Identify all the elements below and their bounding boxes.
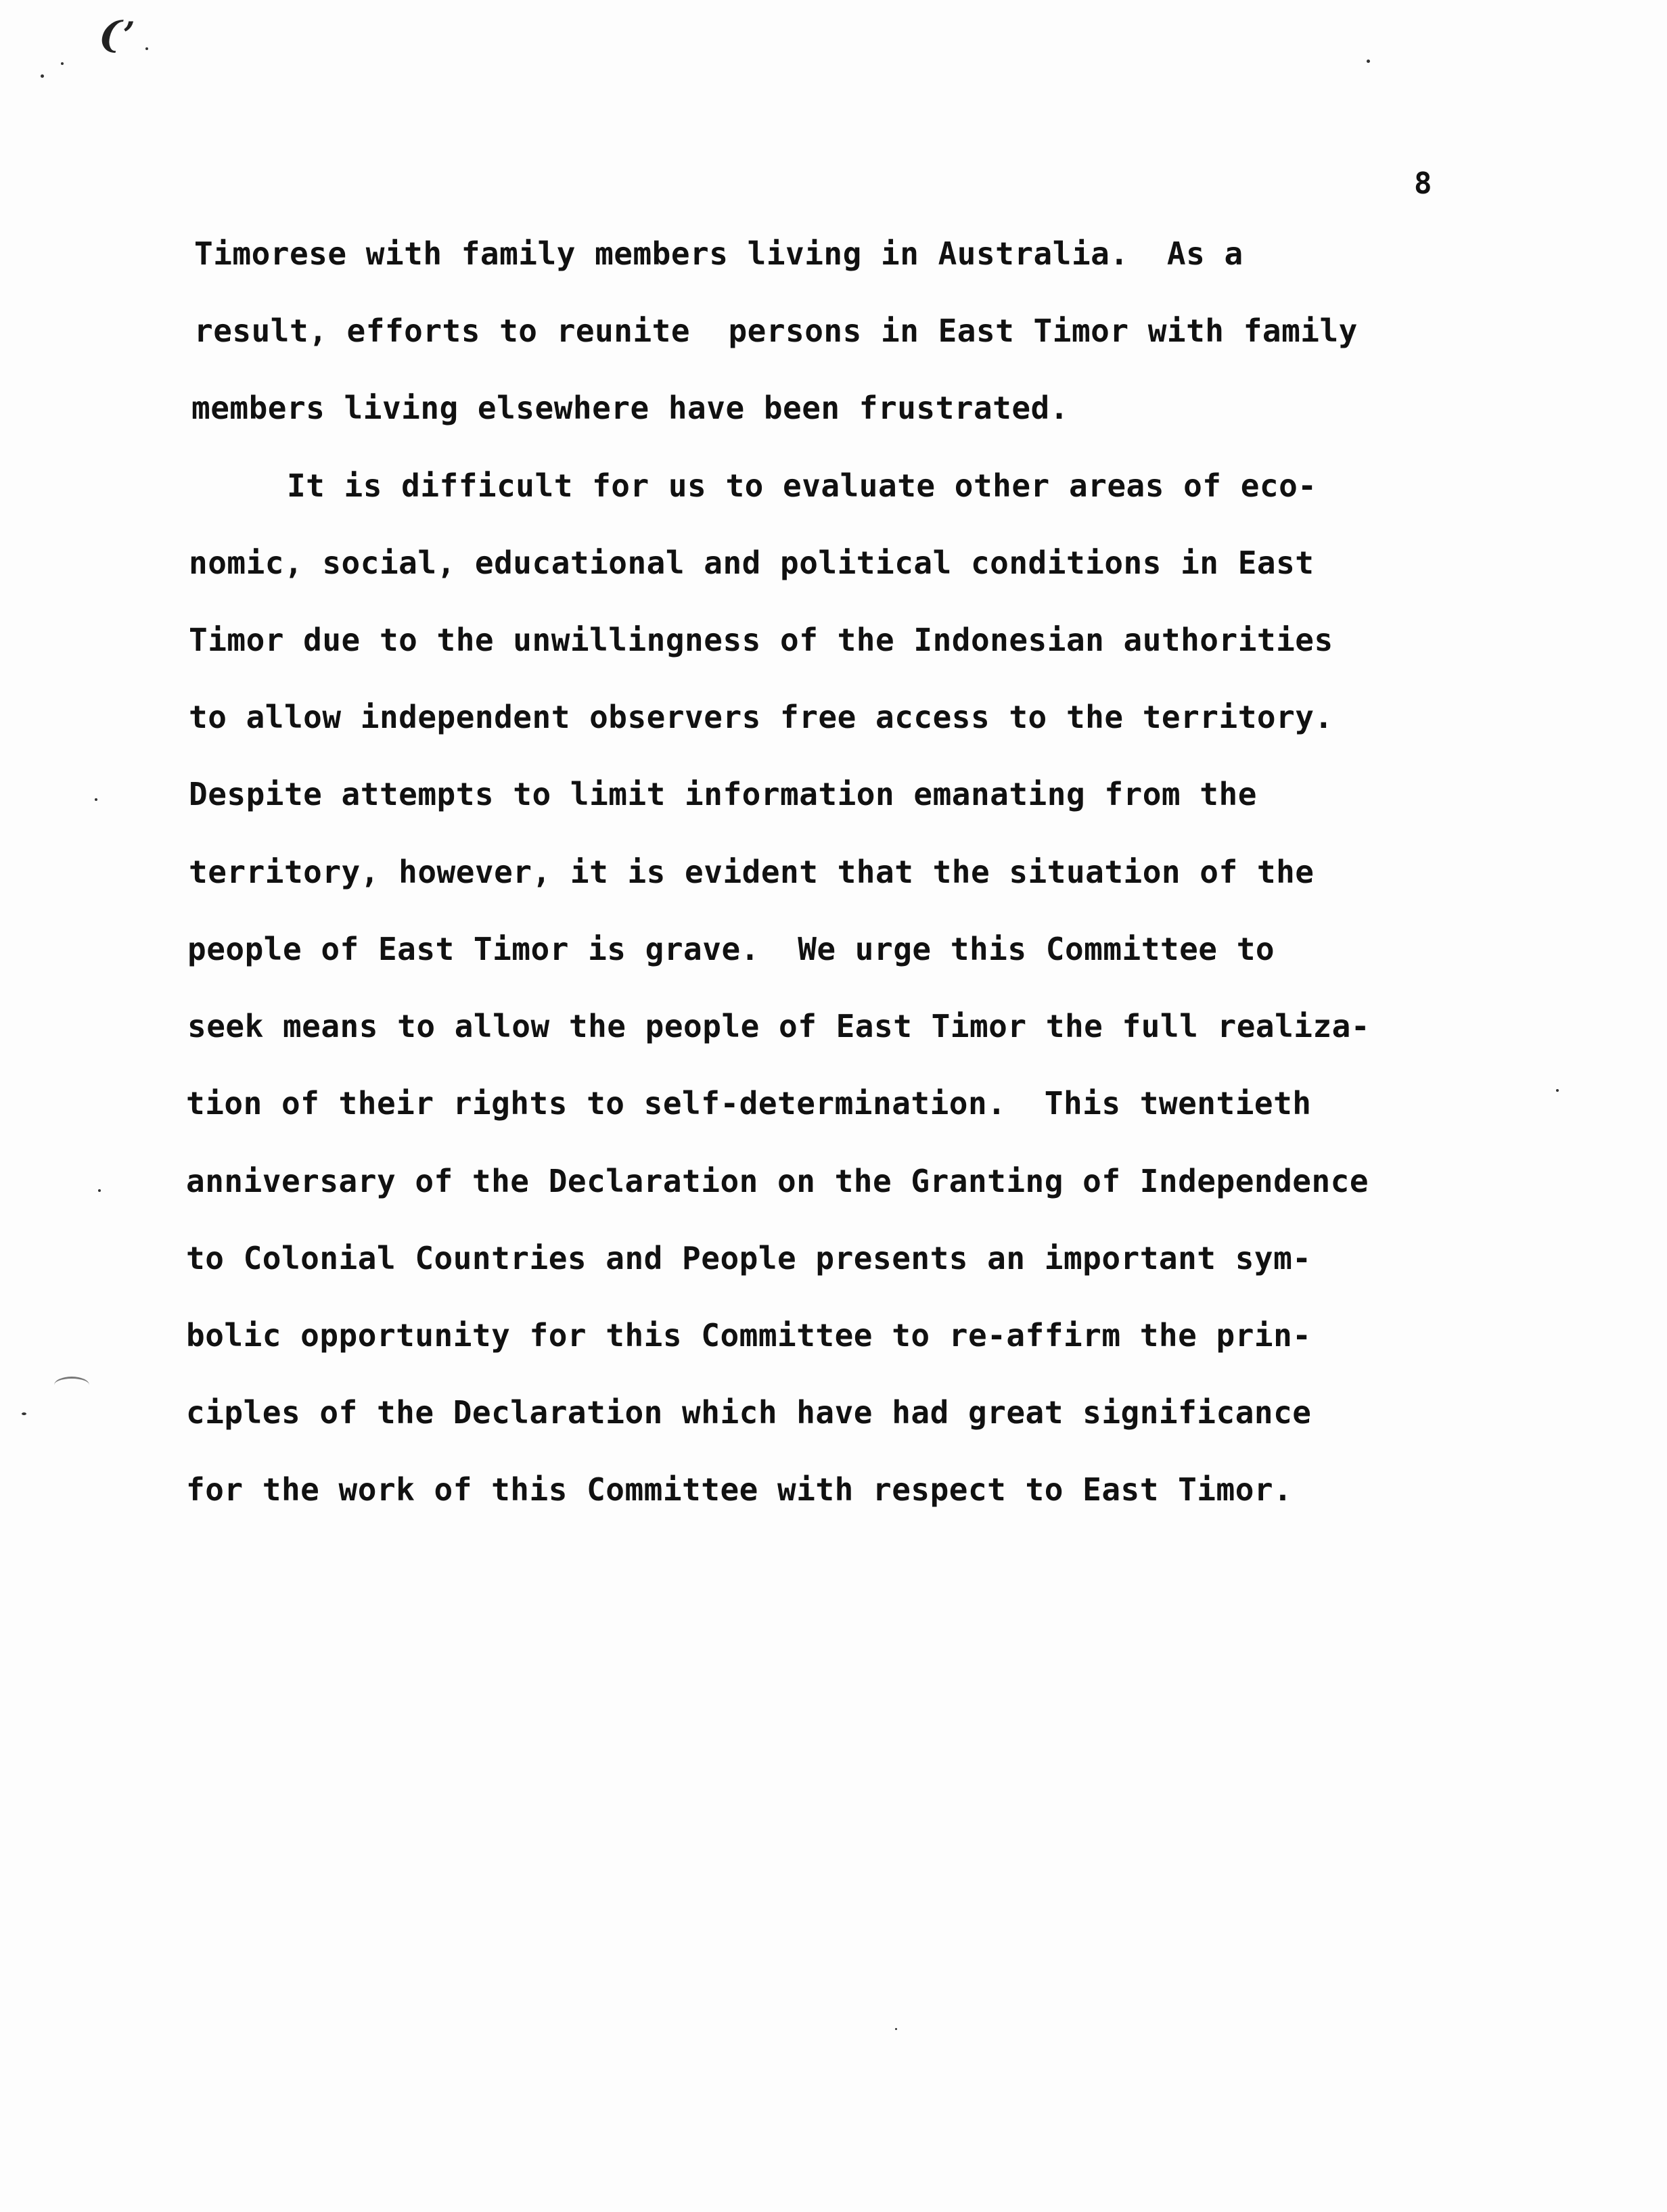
scan-speck <box>61 62 64 65</box>
scan-speck <box>98 1189 101 1192</box>
body-text-line: members living elsewhere have been frustrated. <box>191 390 1069 426</box>
corner-handwritten-mark: ❨’ <box>93 15 135 56</box>
margin-pen-stroke <box>54 1377 89 1393</box>
body-text-line: to allow independent observers free access to the territory. <box>189 699 1333 735</box>
body-text-line: people of East Timor is grave. We urge this Committee to <box>187 931 1275 967</box>
scan-speck <box>895 2028 897 2030</box>
scan-speck <box>41 74 44 78</box>
body-text-line: result, efforts to reunite persons in East Timor with family <box>194 313 1358 349</box>
scan-speck <box>95 798 97 801</box>
body-text-line: tion of their rights to self-determination. This twentieth <box>186 1085 1312 1122</box>
body-text-line: ciples of the Declaration which have had great significance <box>186 1394 1312 1431</box>
body-text-line: Despite attempts to limit information emanating from the <box>189 776 1257 812</box>
scan-speck <box>145 47 148 50</box>
body-text-line: Timorese with family members living in Australia. As a <box>194 235 1243 272</box>
scan-speck <box>1556 1089 1559 1092</box>
page-number: 8 <box>1414 166 1432 201</box>
body-text-line: to Colonial Countries and People presents an important sym- <box>186 1240 1312 1276</box>
body-text-line: territory, however, it is evident that the situation of the <box>189 854 1315 890</box>
body-text-line: Timor due to the unwillingness of the Indonesian authorities <box>189 622 1333 658</box>
body-text-line: It is difficult for us to evaluate other areas of eco- <box>191 467 1317 504</box>
scan-speck <box>22 1412 26 1415</box>
body-text-line: anniversary of the Declaration on the Granting of Independence <box>186 1163 1369 1199</box>
body-text-line: seek means to allow the people of East Timor the full realiza- <box>187 1008 1371 1044</box>
body-text-line: nomic, social, educational and political conditions in East <box>189 545 1315 581</box>
body-text-line: bolic opportunity for this Committee to re-affirm the prin- <box>186 1317 1312 1354</box>
body-text-line: for the work of this Committee with respect to East Timor. <box>186 1471 1293 1508</box>
scan-speck <box>1367 60 1370 63</box>
